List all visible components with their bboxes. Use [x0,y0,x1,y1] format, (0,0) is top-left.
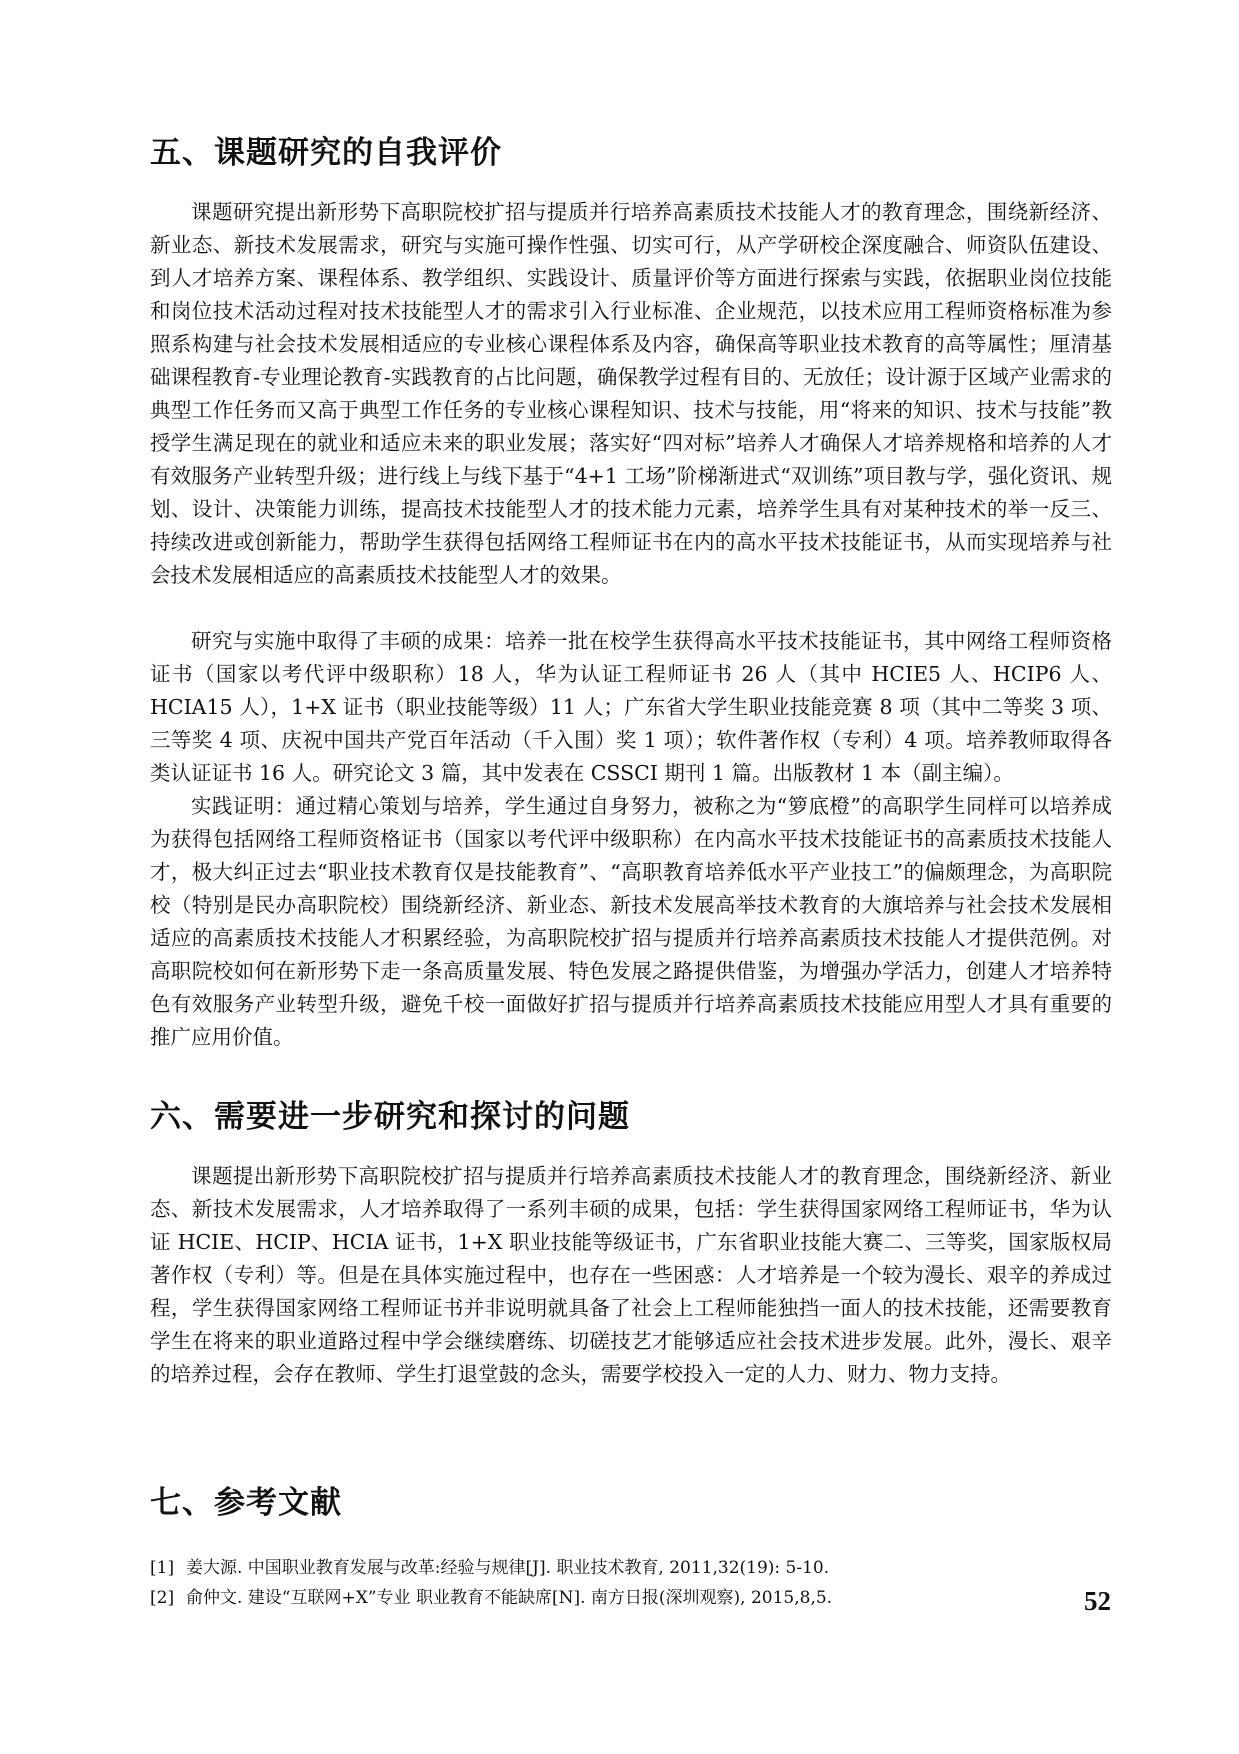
reference-text: 姜大源. 中国职业教育发展与改革:经验与规律[J]. 职业技术教育, 2011,32(19): 5-10. [186,1558,830,1578]
reference-number: [1] [150,1558,175,1578]
reference-text: 俞仲文. 建设“互联网+X”专业 职业教育不能缺席[N]. 南方日报(深圳观察), 2015,8,5. [186,1588,833,1608]
section-5-paragraph-2: 研究与实施中取得了丰硕的成果：培养一批在校学生获得高水平技术技能证书，其中网络工程师资格证书（国家以考代评中级职称）18 人，华为认证工程师证书 26 人（其中 HCIE5 人、HCIP6 人、HCIA15 人），1+X 证书（职业技能等级）11 人；广东省大学生职业技能竞赛 8 项（其中二等奖 3 项、三等奖 4 项、庆祝中国共产党百年活动（千入围）奖 1 项）；软件著作权（专利）4 项。培养教师取得各类认证证书 16 人。研究论文 3 篇，其中发表在 CSSCI 期刊 1 篇。出版教材 1 本（副主编）。 [150,629,1112,785]
section-6-heading: 六、需要进一步研究和探讨的问题 [150,1099,630,1135]
section-6-paragraph-1: 课题提出新形势下高职院校扩招与提质并行培养高素质技术技能人才的教育理念，围绕新经济、新业态、新技术发展需求，人才培养取得了一系列丰硕的成果，包括：学生获得国家网络工程师证书，华为认证 HCIE、HCIP、HCIA 证书，1+X 职业技能等级证书，广东省职业技能大赛二、三等奖，国家版权局著作权（专利）等。但是在具体实施过程中，也存在一些困惑：人才培养是一个较为漫长、艰辛的养成过程，学生获得国家网络工程师证书并非说明就具备了社会上工程师能独挡一面人的技术技能，还需要教育学生在将来的职业道路过程中学会继续磨练、切磋技艺才能够适应社会技术进步发展。此外，漫长、艰辛的培养过程，会存在教师、学生打退堂鼓的念头，需要学校投入一定的人力、财力、物力支持。 [150,1164,1112,1386]
section-5-heading: 五、课题研究的自我评价 [150,135,502,171]
section-5-paragraph-1: 课题研究提出新形势下高职院校扩招与提质并行培养高素质技术技能人才的教育理念，围绕新经济、新业态、新技术发展需求，研究与实施可操作性强、切实可行，从产学研校企深度融合、师资队伍建设、到人才培养方案、课程体系、教学组织、实践设计、质量评价等方面进行探索与实践，依据职业岗位技能和岗位技术活动过程对技术技能型人才的需求引入行业标准、企业规范，以技术应用工程师资格标准为参照系构建与社会技术发展相适应的专业核心课程体系及内容，确保高等职业技术教育的高等属性；厘清基础课程教育-专业理论教育-实践教育的占比问题，确保教学过程有目的、无放任；设计源于区域产业需求的典型工作任务而又高于典型工作任务的专业核心课程知识、技术与技能，用“将来的知识、技术与技能”教授学生满足现在的就业和适应未来的职业发展；落实好“四对标”培养人才确保人才培养规格和培养的人才有效服务产业转型升级；进行线上与线下基于“4+1 工场”阶梯渐进式“双训练”项目教与学，强化资讯、规划、设计、决策能力训练，提高技术技能型人才的技术能力元素，培养学生具有对某种技术的举一反三、持续改进或创新能力，帮助学生获得包括网络工程师证书在内的高水平技术技能证书，从而实现培养与社会技术发展相适应的高素质技术技能型人才的效果。 [150,200,1112,587]
section-7-heading: 七、参考文献 [150,1485,342,1521]
reference-item-1 [150,1553,1112,1583]
section-5-paragraph-3: 实践证明：通过精心策划与培养，学生通过自身努力，被称之为“箩底橙”的高职学生同样可以培养成为获得包括网络工程师资格证书（国家以考代评中级职称）在内高水平技术技能证书的高素质技术技能人才，极大纠正过去“职业技术教育仅是技能教育”、“高职教育培养低水平产业技工”的偏颇理念，为高职院校（特别是民办高职院校）围绕新经济、新业态、新技术发展高举技术教育的大旗培养与社会技术发展相适应的高素质技术技能人才积累经验，为高职院校扩招与提质并行培养高素质技术技能人才提供范例。对高职院校如何在新形势下走一条高质量发展、特色发展之路提供借鉴，为增强办学活力，创建人才培养特色有效服务产业转型升级，避免千校一面做好扩招与提质并行培养高素质技术技能应用型人才具有重要的推广应用价值。 [150,794,1112,1049]
page-number: 52 [1084,1586,1111,1616]
reference-item-2 [150,1583,1112,1613]
reference-number: [2] [150,1588,175,1608]
reference-list [150,1553,1112,1613]
